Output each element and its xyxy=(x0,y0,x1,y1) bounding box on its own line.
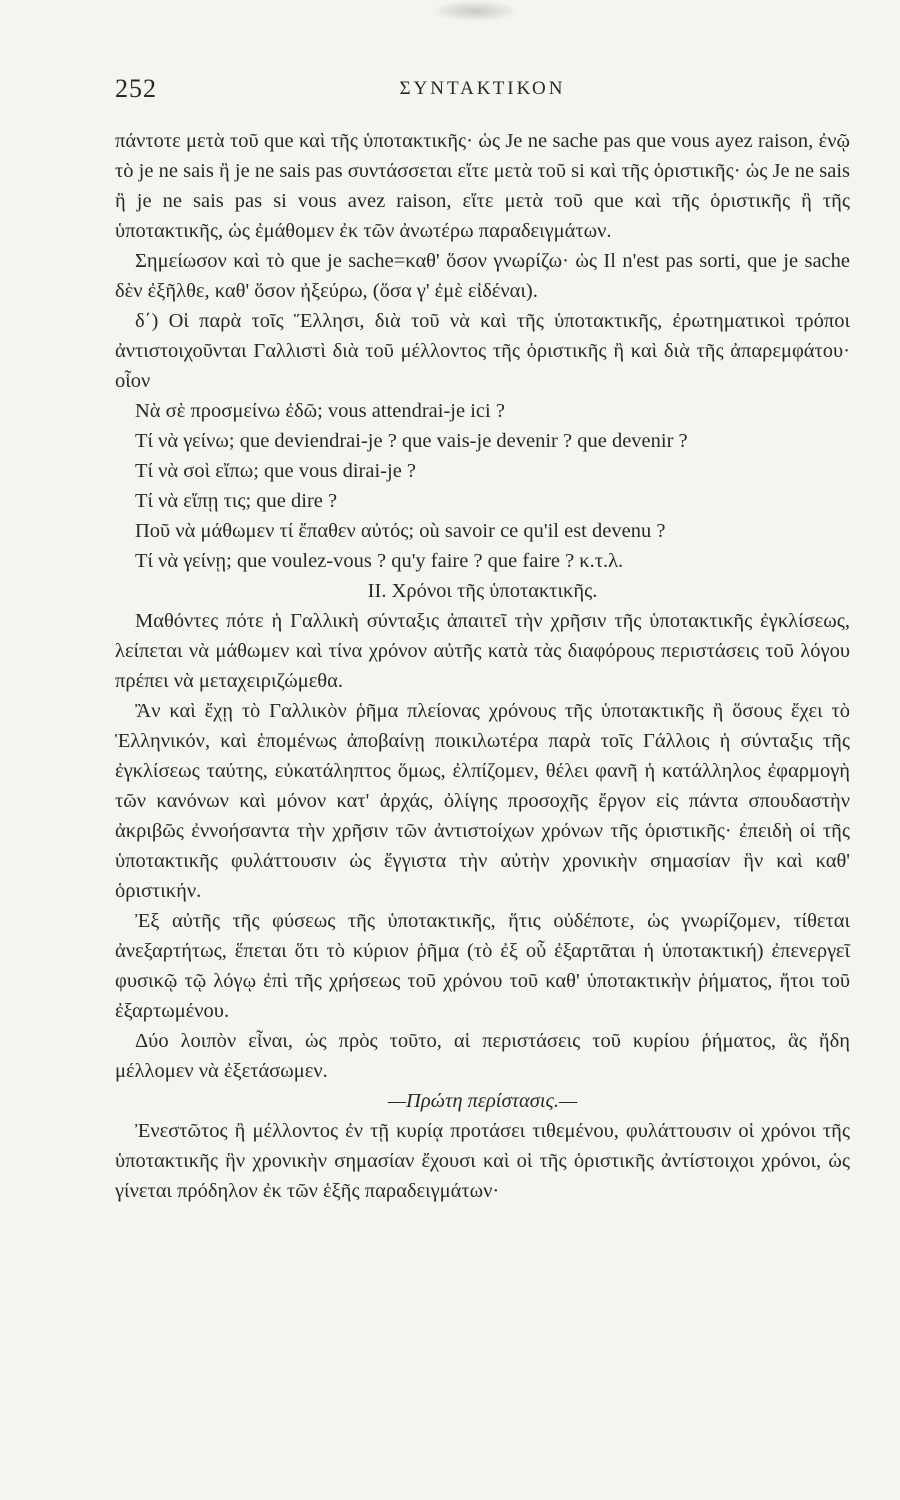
paragraph: Ἐξ αὐτῆς τῆς φύσεως τῆς ὑποτακτικῆς, ἥτις οὐδέποτε, ὡς γνωρίζομεν, τίθεται ἀνεξαρτήτως, ἕπεται ὅτι τὸ κύριον ῥῆμα (τὸ ἐξ οὗ ἐξαρτᾶται ἡ ὑποτακτική) ἐπενεργεῖ φυσικῷ τῷ λόγῳ ἐπὶ τῆς χρήσεως τοῦ χρόνου τοῦ καθ' ὑποτακτικὴν ῥήματος, ἤτοι τοῦ ἐξαρτωμένου. xyxy=(115,910,850,1022)
paragraph: Ἐνεστῶτος ἢ μέλλοντος ἐν τῇ κυρίᾳ προτάσει τιθεμένου, φυλάττουσιν οἱ χρόνοι τῆς ὑποτακτικῆς ἣν χρονικὴν σημασίαν ἔχουσι καὶ οἱ τῆς ὁριστικῆς ἀντίστοιχοι χρόνοι, ὡς γίνεται πρόδηλον ἐκ τῶν ἑξῆς παραδειγμάτων· xyxy=(115,1120,850,1202)
page-body xyxy=(115,126,850,1206)
paragraph: Μαθόντες πότε ἡ Γαλλικὴ σύνταξις ἀπαιτεῖ τὴν χρῆσιν τῆς ὑποτακτικῆς ἐγκλίσεως, λείπεται νὰ μάθωμεν καὶ τίνα χρόνον αὐτῆς κατὰ τὰς διαφόρους περιστάσεις τοῦ λόγου πρέπει νὰ μεταχειριζώμεθα. xyxy=(115,610,850,692)
paragraph: δ΄) Οἱ παρὰ τοῖς Ἕλλησι, διὰ τοῦ νὰ καὶ τῆς ὑποτακτικῆς, ἐρωτηματικοὶ τρόποι ἀντιστοιχοῦνται Γαλλιστὶ διὰ τοῦ μέλλοντος τῆς ὁριστικῆς ἢ καὶ διὰ τῆς ἀπαρεμφάτου· οἷον xyxy=(115,310,850,392)
paragraph: πάντοτε μετὰ τοῦ que καὶ τῆς ὑποτακτικῆς· ὡς Je ne sache pas que vous ayez raison, ἐνῷ τὸ je ne sais ἢ je ne sais pas συντάσσεται εἴτε μετὰ τοῦ si καὶ τῆς ὁριστικῆς· ὡς Je ne sais ἢ je ne sais pas si vous avez raison, εἴτε μετὰ τοῦ que καὶ τῆς ὁριστικῆς ἢ τῆς ὑποτακτικῆς, ὡς ἐμάθομεν ἐκ τῶν ἀνωτέρω παραδειγμάτων. xyxy=(115,130,850,242)
paragraph: Δύο λοιπὸν εἶναι, ὡς πρὸς τοῦτο, αἱ περιστάσεις τοῦ κυρίου ῥήματος, ἃς ἤδη μέλλομεν νὰ ἐξετάσωμεν. xyxy=(115,1030,850,1082)
example-line: Νὰ σὲ προσμείνω ἐδῶ; vous attendrai-je ici ? xyxy=(135,400,505,422)
example-line: Τί νὰ σοὶ εἴπω; que vous dirai-je ? xyxy=(135,460,417,482)
paragraph: Σημείωσον καὶ τὸ que je sache=καθ' ὅσον γνωρίζω· ὡς Il n'est pas sorti, que je sache δὲν ἐξῆλθε, καθ' ὅσον ἠξεύρω, (ὅσα γ' ἐμὲ εἰδέναι). xyxy=(115,250,850,302)
example-line: Τί νὰ εἴπῃ τις; que dire ? xyxy=(135,490,338,512)
top-smudge xyxy=(430,0,520,22)
running-title: ΣΥΝΤΑΚΤΙΚΟΝ xyxy=(399,78,566,99)
book-page xyxy=(115,70,850,1460)
section-heading: ΙΙ. Χρόνοι τῆς ὑποτακτικῆς. xyxy=(367,580,598,602)
page-header xyxy=(115,70,850,112)
example-line: Τί νὰ γείνω; que deviendrai-je ? que vais-je devenir ? que devenir ? xyxy=(135,430,688,452)
example-line: Τί νὰ γείνῃ; que voulez-vous ? qu'y faire ? que faire ? κ.τ.λ. xyxy=(135,550,624,572)
paragraph: Ἂν καὶ ἔχῃ τὸ Γαλλικὸν ῥῆμα πλείονας χρόνους τῆς ὑποτακτικῆς ἢ ὅσους ἔχει τὸ Ἑλληνικόν, καὶ ἑπομένως ἀποβαίνῃ ποικιλωτέρα παρὰ τοῖς Γάλλοις ἡ σύνταξις τῆς ἐγκλίσεως ταύτης, εὐκατάληπτος ὅμως, ἐλπίζομεν, θέλει φανῆ ἡ κατάλληλος ἐφαρμογὴ τῶν κανόνων καὶ μόνον κατ' ἀρχάς, ὀλίγης προσοχῆς ἔργον εἰς πάντα σπουδαστὴν ἀκριβῶς ἐννοήσαντα τὴν χρῆσιν τῶν ἀντιστοίχων χρόνων τῆς ὁριστικῆς· ἐπειδὴ οἱ τῆς ὑποτακτικῆς φυλάττουσιν ὡς ἔγγιστα τὴν αὐτὴν χρονικὴν σημασίαν ἣν καὶ καθ' ὁριστικήν. xyxy=(115,700,850,902)
subsection-heading: —Πρώτη περίστασις.— xyxy=(387,1090,578,1112)
example-line: Ποῦ νὰ μάθωμεν τί ἔπαθεν αὐτός; où savoir ce qu'il est devenu ? xyxy=(135,520,666,542)
page-number: 252 xyxy=(115,74,157,103)
